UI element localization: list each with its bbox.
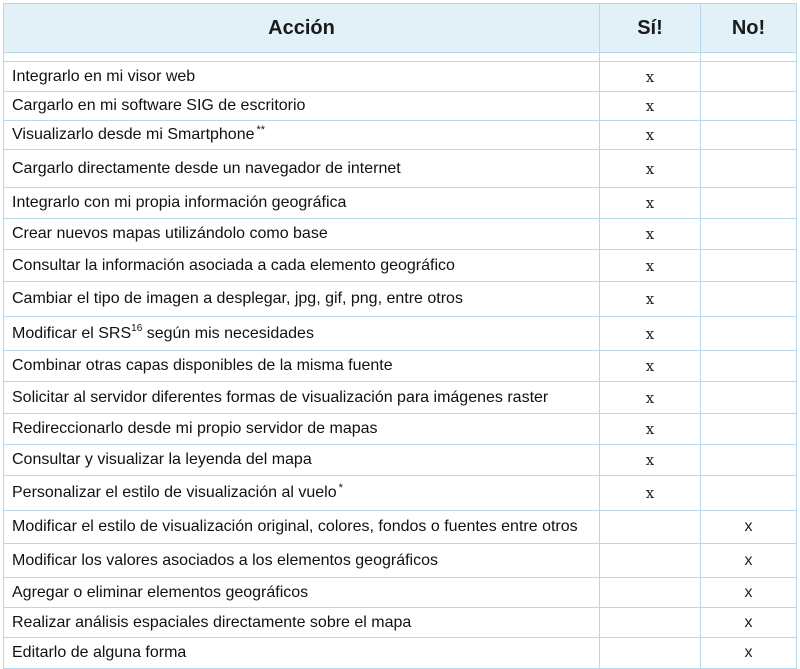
header-no: No! <box>701 4 797 53</box>
action-label <box>4 121 600 150</box>
action-text-part: Cargarlo en mi software SIG de escritorio <box>12 97 306 114</box>
action-label <box>4 219 600 250</box>
action-text-part: Consultar la información asociada a cada elemento geográfico <box>12 256 455 274</box>
action-text-part: Editarlo de alguna forma <box>12 644 187 661</box>
action-label <box>4 150 600 188</box>
action-text-part: Modificar el SRS <box>12 324 132 342</box>
action-label <box>4 638 600 669</box>
si-mark: x <box>600 250 701 282</box>
action-label <box>4 188 600 219</box>
si-mark: x <box>600 351 701 382</box>
action-label <box>4 62 600 92</box>
no-mark: x <box>701 608 797 638</box>
no-mark: x <box>701 638 797 669</box>
action-label <box>4 608 600 638</box>
action-label <box>4 476 600 511</box>
action-text-part: según mis necesidades <box>142 324 314 342</box>
table-row <box>4 62 797 92</box>
no-mark <box>701 92 797 121</box>
action-label <box>4 317 600 351</box>
action-text-part: * <box>338 482 343 494</box>
action-label <box>4 544 600 578</box>
table-row <box>4 351 797 382</box>
header-spacer-row <box>4 53 797 62</box>
si-mark: x <box>600 282 701 317</box>
action-label <box>4 511 600 544</box>
table-row <box>4 511 797 544</box>
si-mark: x <box>600 121 701 150</box>
action-text-part: Crear nuevos mapas utilizándolo como base <box>12 225 328 242</box>
action-text-part: Cargarlo directamente desde un navegador de internet <box>12 159 401 177</box>
action-label <box>4 445 600 476</box>
no-mark <box>701 351 797 382</box>
action-label <box>4 414 600 445</box>
no-mark <box>701 317 797 351</box>
no-mark <box>701 382 797 414</box>
action-text-part: Personalizar el estilo de visualización al vuelo <box>12 484 337 501</box>
no-mark: x <box>701 511 797 544</box>
action-text-part: Integrarlo con mi propia información geográfica <box>12 194 347 211</box>
action-text-part: Cambiar el tipo de imagen a desplegar, jpg, gif, png, entre otros <box>12 290 463 307</box>
action-text-part: Consultar y visualizar la leyenda del mapa <box>12 451 312 468</box>
si-mark <box>600 608 701 638</box>
action-text-part: Realizar análisis espaciales directamente sobre el mapa <box>12 613 412 631</box>
action-text-part: Visualizarlo desde mi Smartphone <box>12 126 255 143</box>
no-mark: x <box>701 544 797 578</box>
table-row <box>4 188 797 219</box>
table-row <box>4 638 797 669</box>
si-mark: x <box>600 188 701 219</box>
spacer-cell <box>600 53 701 62</box>
action-text-part: Solicitar al servidor diferentes formas de visualización para imágenes raster <box>12 388 549 406</box>
table-row <box>4 414 797 445</box>
action-text-part: Combinar otras capas disponibles de la misma fuente <box>12 357 393 374</box>
si-mark <box>600 544 701 578</box>
si-mark: x <box>600 92 701 121</box>
si-mark: x <box>600 317 701 351</box>
no-mark <box>701 282 797 317</box>
table-row <box>4 476 797 511</box>
action-label <box>4 282 600 317</box>
si-mark: x <box>600 445 701 476</box>
no-mark <box>701 150 797 188</box>
si-mark: x <box>600 382 701 414</box>
action-label <box>4 250 600 282</box>
table-row <box>4 250 797 282</box>
header-accion: Acción <box>4 4 600 53</box>
si-mark: x <box>600 414 701 445</box>
action-text-part: 16 <box>131 322 143 334</box>
spacer-cell <box>701 53 797 62</box>
action-table-container <box>3 3 796 669</box>
spacer-cell <box>4 53 600 62</box>
si-mark <box>600 638 701 669</box>
si-mark <box>600 578 701 608</box>
si-mark: x <box>600 150 701 188</box>
si-mark: x <box>600 62 701 92</box>
no-mark <box>701 445 797 476</box>
si-mark <box>600 511 701 544</box>
action-label <box>4 578 600 608</box>
table-row <box>4 317 797 351</box>
action-label <box>4 382 600 414</box>
table-row <box>4 608 797 638</box>
action-text-part: ** <box>256 124 266 136</box>
table-row <box>4 219 797 250</box>
no-mark <box>701 250 797 282</box>
action-text-part: Modificar los valores asociados a los elementos geográficos <box>12 551 438 569</box>
no-mark <box>701 62 797 92</box>
no-mark <box>701 121 797 150</box>
table-row <box>4 121 797 150</box>
action-label <box>4 92 600 121</box>
table-header-row <box>4 4 797 53</box>
table-row <box>4 544 797 578</box>
action-text-part: Integrarlo en mi visor web <box>12 67 196 85</box>
table-row <box>4 578 797 608</box>
action-label <box>4 351 600 382</box>
action-text-part: Modificar el estilo de visualización original, colores, fondos o fuentes entre otros <box>12 518 578 535</box>
table-body <box>4 62 797 669</box>
si-mark: x <box>600 476 701 511</box>
no-mark <box>701 219 797 250</box>
action-table <box>3 3 797 669</box>
table-row <box>4 282 797 317</box>
no-mark <box>701 476 797 511</box>
table-row <box>4 382 797 414</box>
no-mark <box>701 414 797 445</box>
si-mark: x <box>600 219 701 250</box>
table-row <box>4 92 797 121</box>
table-row <box>4 150 797 188</box>
table-row <box>4 445 797 476</box>
no-mark <box>701 188 797 219</box>
header-si: Sí! <box>600 4 701 53</box>
action-text-part: Redireccionarlo desde mi propio servidor de mapas <box>12 420 378 437</box>
action-text-part: Agregar o eliminar elementos geográficos <box>12 583 309 601</box>
no-mark: x <box>701 578 797 608</box>
